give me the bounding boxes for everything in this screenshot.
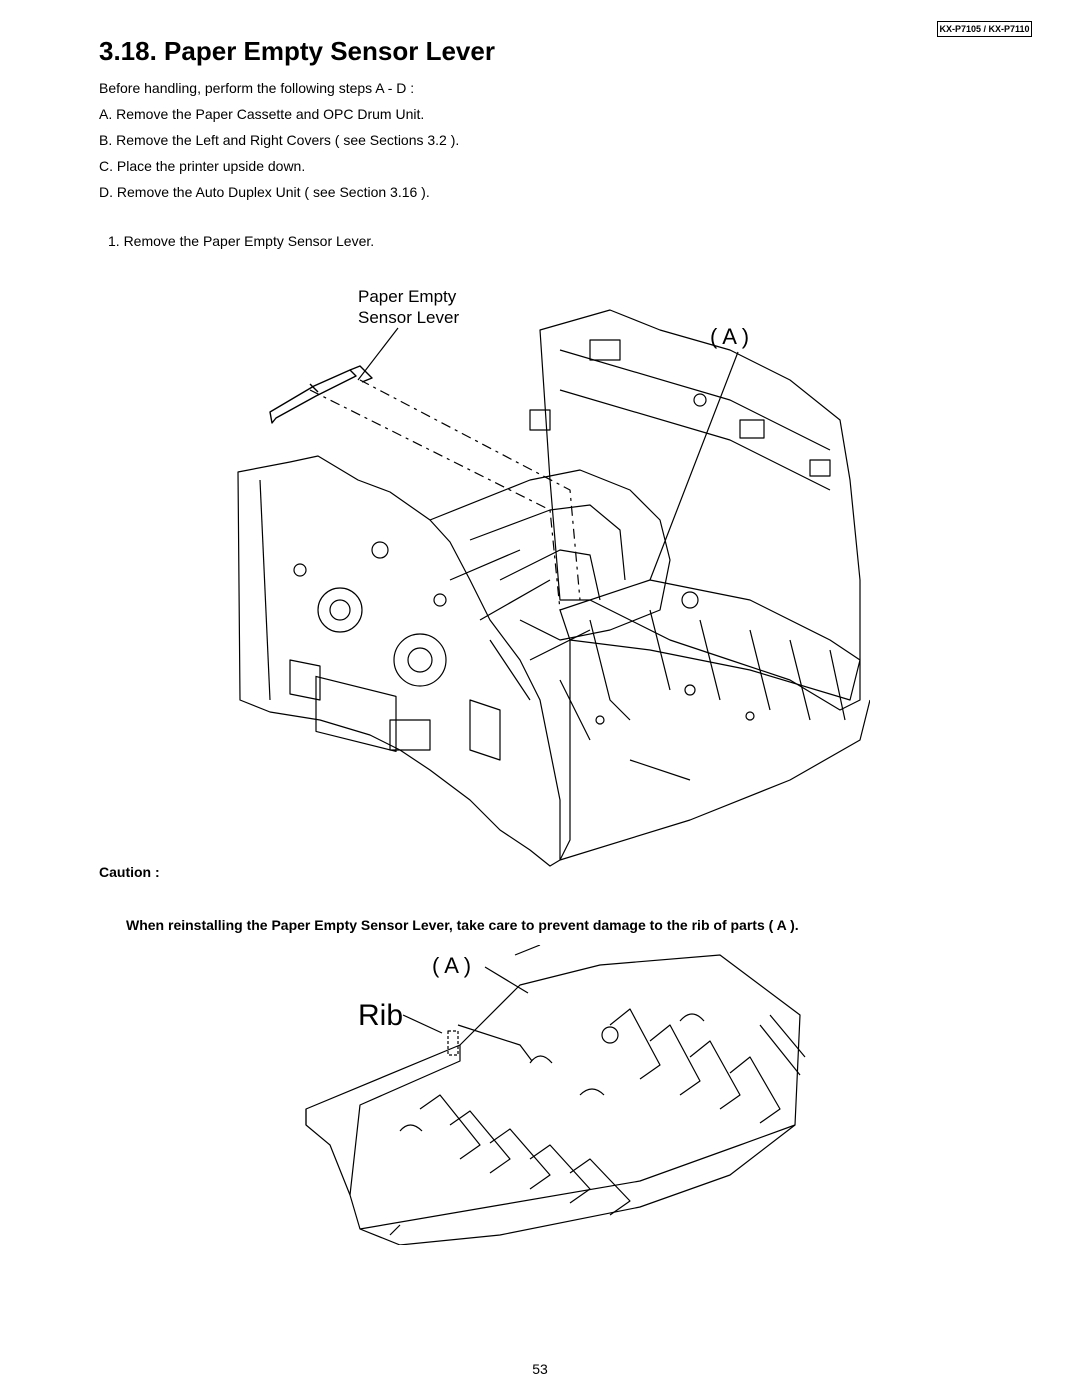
- step-b: B. Remove the Left and Right Covers ( see Sections 3.2 ).: [99, 132, 460, 148]
- step-c: C. Place the printer upside down.: [99, 158, 306, 174]
- callout-leader-line: [358, 328, 398, 380]
- page-number: 53: [532, 1361, 548, 1377]
- section-title: 3.18. Paper Empty Sensor Lever: [99, 36, 495, 66]
- assembly-line-2: [360, 380, 580, 600]
- preparation-steps: [99, 79, 459, 209]
- base-plate: [560, 685, 870, 860]
- callout-a-leader: [650, 352, 738, 580]
- tray-notches: [400, 1014, 704, 1131]
- callout-rib: Rib: [358, 999, 404, 1032]
- assembly-line-1: [310, 390, 560, 610]
- tray-ribs: [420, 1009, 805, 1215]
- step-a: A. Remove the Paper Cassette and OPC Drum Unit.: [99, 106, 425, 122]
- procedure-step-1: 1. Remove the Paper Empty Sensor Lever.: [108, 233, 375, 249]
- right-upper-housing: [530, 310, 860, 710]
- left-side-frame: [238, 456, 560, 866]
- printer-chassis-diagram: [230, 280, 870, 880]
- steps-lead: Before handling, perform the following steps A - D :: [99, 80, 415, 96]
- caution-text: When reinstalling the Paper Empty Sensor Lever, take care to prevent damage to the rib of parts ( A ).: [126, 917, 799, 933]
- internal-paper-guides: [430, 470, 670, 740]
- rib-feature: [448, 1031, 458, 1055]
- callout-sensor-lever-line2: Sensor Lever: [358, 308, 460, 327]
- caution-label: Caution :: [99, 864, 160, 880]
- callout-sensor-lever-line1: Paper Empty: [358, 287, 457, 306]
- callout-a-detail: ( A ): [432, 953, 472, 978]
- rib-tray-part-a: [560, 580, 860, 860]
- callout-rib-leader: [403, 1015, 442, 1033]
- rib-detail-diagram: [300, 945, 810, 1245]
- step-d: D. Remove the Auto Duplex Unit ( see Section 3.16 ).: [99, 184, 430, 200]
- callout-a-label: ( A ): [710, 324, 750, 349]
- callout-a-detail-leader: [485, 967, 528, 993]
- paper-empty-sensor-lever: [270, 366, 372, 423]
- model-number-box: KX-P7105 / KX-P7110: [937, 21, 1032, 37]
